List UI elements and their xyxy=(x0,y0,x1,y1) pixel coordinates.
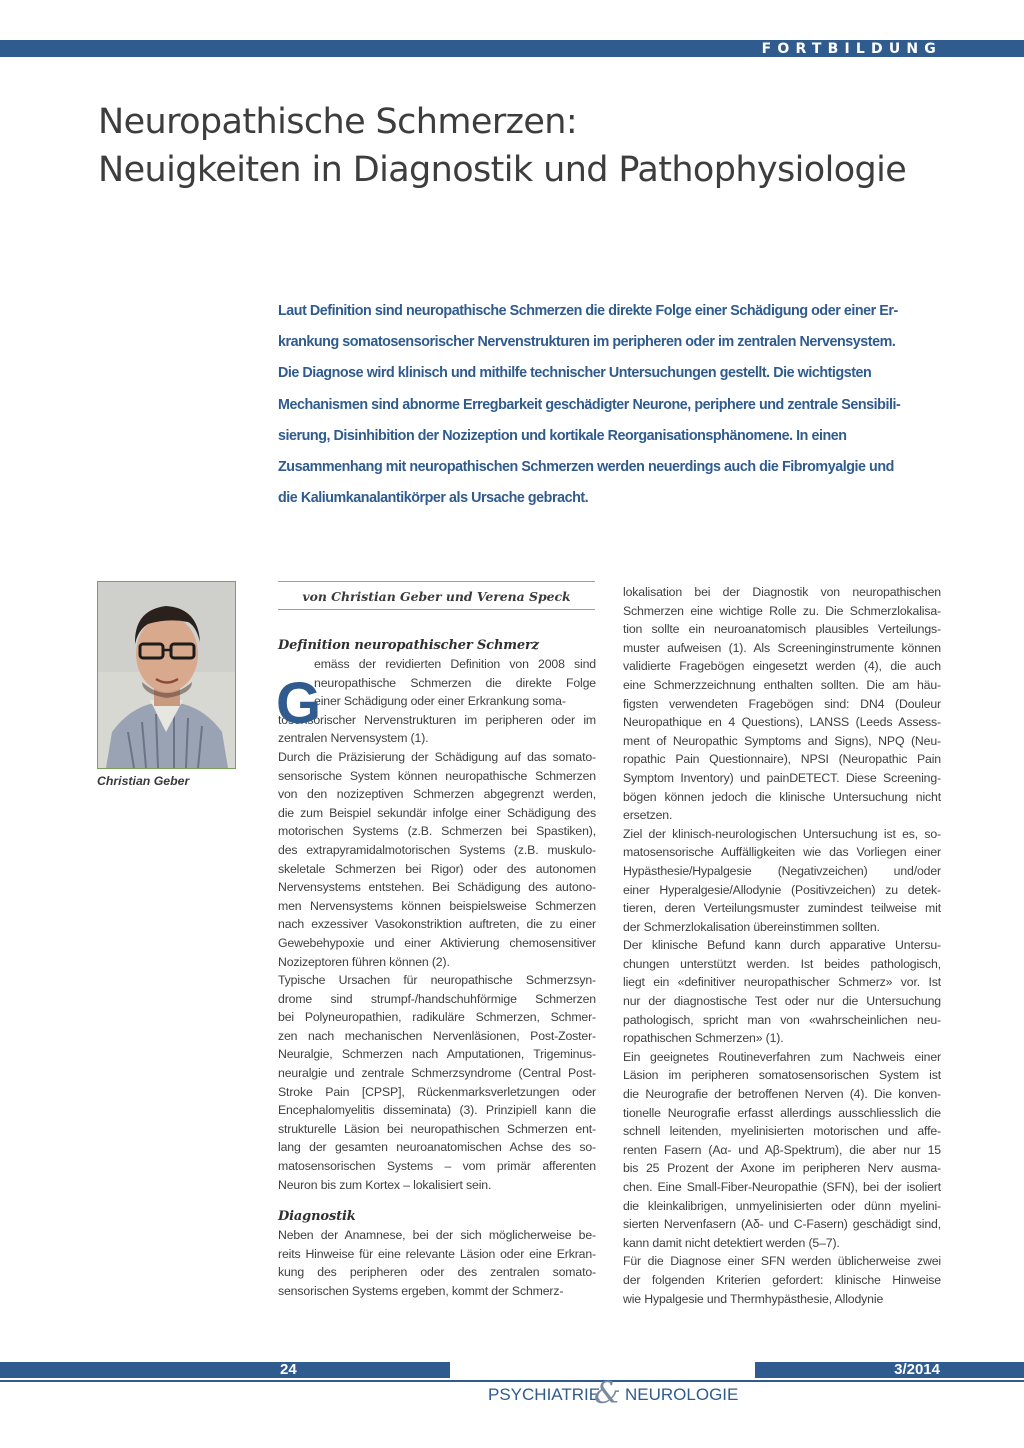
body-line: wie Hypalgesie und Thermhypästhesie, Allodynie xyxy=(623,1291,884,1306)
journal-name-left: PSYCHIATRIE xyxy=(488,1385,601,1404)
body-line: matosensorische Auffälligkeiten wie das Vorliegen einer xyxy=(623,845,941,860)
body-line: renten Fasern (Aα- und Aβ-Spektrum), die aber nur 15 xyxy=(623,1142,941,1157)
body-line: chungen unterstützt werden. Ist beides pathologisch, xyxy=(623,956,941,971)
body-line: muster aufweisen (1). Als Screeninginstrumente können xyxy=(623,640,941,655)
section-gap xyxy=(278,1194,596,1208)
column-1-body-2 xyxy=(278,1226,596,1300)
body-line: chen. Eine Small-Fiber-Neuropathie (SFN), bei der isoliert xyxy=(623,1180,941,1194)
text-column-2 xyxy=(623,583,941,1308)
section-heading-definition: Definition neuropathischer Schmerz xyxy=(278,638,539,653)
body-line: strukturelle Läsion bei neuropathischen Schmerzen ent- xyxy=(278,1121,596,1136)
article-title xyxy=(98,98,958,194)
drop-cap: G xyxy=(276,671,321,736)
intro-line: neuropathische Schmerzen die direkte Folge xyxy=(314,675,596,690)
body-line: Neuropathique en 4 Questions), LANSS (Leeds Assess- xyxy=(623,715,941,730)
body-line: drome sind strumpf-/handschuhförmige Schmerzen xyxy=(278,991,596,1006)
title-line-1: Neuropathische Schmerzen: xyxy=(98,102,578,142)
body-line: validierte Fragebögen eingesetzt werden (4), die auch xyxy=(623,659,941,674)
page-number: 24 xyxy=(280,1361,297,1378)
body-line: zentralen Nervensystem (1). xyxy=(278,731,429,746)
body-line: tosensorischer Nervenstrukturen im peripheren oder im xyxy=(278,712,596,727)
body-line: Durch die Präzisierung der Schädigung auf das somato- xyxy=(278,749,596,764)
body-line: tion sollte ein neuroanatomisch plausibles Verteilungs- xyxy=(623,622,941,637)
body-line: Neben der Anamnese, bei der sich möglicherweise be- xyxy=(278,1228,596,1243)
body-line: die zum Beispiel sekundär infolge einer Schädigung des xyxy=(278,805,596,820)
top-banner xyxy=(0,40,1024,57)
body-line: liegt ein «definitiver neuropathischer Schmerz» vor. Ist xyxy=(623,975,941,990)
body-line: kung des peripheren oder des zentralen somato- xyxy=(278,1265,596,1280)
footer-rule xyxy=(0,1380,1024,1382)
body-line: lang der gesamten neuroanatomischen Achse des so- xyxy=(278,1140,596,1155)
body-line: Encephalomyelitis disseminata) (3). Prinzipiell kann die xyxy=(278,1103,596,1118)
body-line: figsten verwendeten Fragebögen sind: DN4 (Douleur xyxy=(623,696,941,711)
body-line: lokalisation bei der Diagnostik von neuropathischen xyxy=(623,585,941,599)
abstract-line: die Kaliumkanalantikörper als Ursache gebracht. xyxy=(278,490,589,507)
issue-number: 3/2014 xyxy=(894,1361,940,1378)
body-line: Neuralgie, Schmerzen nach Amputationen, Trigeminus- xyxy=(278,1047,596,1062)
abstract-line: sierung, Disinhibition der Nozizeption und kortikale Reorganisationsphänomene. In einen xyxy=(278,427,847,444)
section-heading-diagnostik: Diagnostik xyxy=(278,1209,356,1225)
body-line: von den nozizeptiven Schmerzen abgegrenzt werden, xyxy=(278,787,596,802)
body-line: reits Hinweise für eine relevante Läsion oder eine Erkran- xyxy=(278,1246,596,1261)
body-line: bis 25 Prozent der Axone im peripheren Nerv ausma- xyxy=(623,1161,941,1176)
abstract-line: Zusammenhang mit neuropathischen Schmerzen werden neuerdings auch die Fibromyalgie und xyxy=(278,459,894,476)
body-line: nur der diagnostische Test oder nur die Untersuchung xyxy=(623,994,941,1009)
byline-top-rule xyxy=(278,581,595,582)
body-line: Der klinische Befund kann durch apparative Untersu- xyxy=(623,938,941,953)
body-line: zen nach mechanischen Nervenläsionen, Post-Zoster- xyxy=(278,1028,596,1043)
body-line: sierten Nervenfasern (Aδ- und C-Fasern) geschädigt sind, xyxy=(623,1217,941,1232)
byline-bottom-rule xyxy=(278,609,595,610)
journal-ampersand: & xyxy=(594,1376,621,1411)
body-line: Hypästhesie/Hypalgesie (Negativzeichen) und/oder xyxy=(623,863,941,878)
body-line: die kleinkalibrigen, unmyelinisierten oder dünn myelini- xyxy=(623,1198,941,1213)
body-line: der folgenden Kriterien gefordert: klinische Hinweise xyxy=(623,1272,941,1287)
body-line: ropathischen Schmerzen» (1). xyxy=(623,1031,784,1046)
author-portrait-image xyxy=(98,582,235,768)
body-line: sensorischen Systems ergeben, kommt der Schmerz- xyxy=(278,1284,564,1298)
body-line: Läsion im peripheren somatosensorischen System ist xyxy=(623,1068,941,1083)
body-line: eine Schmerzzeichnung enthalten sollten. Die am häu- xyxy=(623,677,941,692)
body-line: kann damit nicht detektiert werden (5–7). xyxy=(623,1235,840,1250)
abstract-line: krankung somatosensorischer Nervenstrukturen im peripheren oder im zentralen Nervensystem. xyxy=(278,334,896,351)
body-line: Ein geeignetes Routineverfahren zum Nachweis einer xyxy=(623,1049,941,1064)
body-line: schnell leitenden, myelinisierten motorischen und affe- xyxy=(623,1124,941,1139)
body-line: ropathic Pain Questionnaire), NPSI (Neuropathic Pain xyxy=(623,752,941,767)
body-line: men Nervensystems können beispielsweise Schmerzen xyxy=(278,898,596,913)
body-line: motorischen Systems (z.B. Schmerzen bei Spastiken), xyxy=(278,824,596,839)
body-line: matosensorischen Systems – vom primär afferenten xyxy=(278,1159,596,1174)
author-byline: von Christian Geber und Verena Speck xyxy=(302,589,571,604)
body-line: ment of Neuropathic Symptoms and Signs), NPQ (Neu- xyxy=(623,733,941,748)
body-line: Ziel der klinisch-neurologischen Untersuchung ist es, so- xyxy=(623,826,941,841)
body-line: die Neurografie der betroffenen Nerven (4). Die konven- xyxy=(623,1087,941,1102)
body-line: Gewebehypoxie und einer Aktivierung chemosensitiver xyxy=(278,935,596,950)
body-line: neuralgie und zentrale Schmerzsyndrome (Central Post- xyxy=(278,1066,596,1081)
body-line: bei Polyneuropathien, radikuläre Schmerzen, Schmer- xyxy=(278,1010,596,1025)
body-line: tieren, deren Verteilungsmuster zumindest teilweise mit xyxy=(623,901,941,916)
intro-line: emäss der revidierten Definition von 2008 sind xyxy=(314,657,596,671)
author-photo xyxy=(97,581,236,769)
abstract-line: Mechanismen sind abnorme Erregbarkeit geschädigter Neurone, periphere und zentrale Sensibili- xyxy=(278,396,901,413)
title-line-2: Neuigkeiten in Diagnostik und Pathophysiologie xyxy=(98,150,907,190)
journal-name-right: NEUROLOGIE xyxy=(625,1385,739,1404)
body-line: einer Hyperalgesie/Allodynie (Positivzeichen) zu detek- xyxy=(623,882,941,897)
body-line: Nozizeptoren führen können (2). xyxy=(278,954,450,969)
body-line: Typische Ursachen für neuropathische Schmerzsyn- xyxy=(278,973,596,988)
body-line: ersetzen. xyxy=(623,808,673,823)
body-line: Symptom Inventory) und painDETECT. Diese Screening- xyxy=(623,770,941,785)
body-line: der Schmerzlokalisation übereinstimmen sollten. xyxy=(623,919,880,934)
intro-line: einer Schädigung oder einer Erkrankung soma- xyxy=(314,694,566,709)
section-label: FORTBILDUNG xyxy=(761,41,942,57)
abstract-line: Die Diagnose wird klinisch und mithilfe technischer Untersuchungen gestellt. Die wichtigsten xyxy=(278,365,872,382)
body-line: tionelle Neurografie erfasst allerdings ausschliesslich die xyxy=(623,1105,941,1120)
body-line: nach exzessiver Vasokonstriktion auftreten, die zu einer xyxy=(278,917,596,932)
text-column-1 xyxy=(278,637,596,1301)
body-line: pathologisch, spricht man von «wahrscheinlichen neu- xyxy=(623,1012,941,1027)
body-line: Stroke Pain [CPSP], Rückenmarksverletzungen oder xyxy=(278,1084,596,1099)
body-line: Nervensystems entstehen. Bei Schädigung des autono- xyxy=(278,880,596,895)
body-line: Für die Diagnose einer SFN werden üblicherweise zwei xyxy=(623,1254,941,1269)
body-line: Neuron bis zum Kortex – lokalisiert sein. xyxy=(278,1177,492,1192)
intro-lines xyxy=(278,655,596,711)
article-abstract xyxy=(278,296,938,514)
abstract-line: Laut Definition sind neuropathische Schmerzen die direkte Folge einer Schädigung oder einer Er- xyxy=(278,303,898,319)
body-line: sensorische System können neuropathische Schmerzen xyxy=(278,768,596,783)
body-line: bögen können jedoch die klinische Untersuchung nicht xyxy=(623,789,941,804)
body-line: skeletale Schmerzen bei Rigor) oder des autonomen xyxy=(278,861,596,876)
photo-caption: Christian Geber xyxy=(97,774,190,788)
body-line: Schmerzen eine wichtige Rolle zu. Die Schmerzlokalisa- xyxy=(623,603,941,618)
body-line: des extrapyramidalmotorischen Systems (z.B. muskulo- xyxy=(278,842,596,857)
column-1-body xyxy=(278,711,596,1194)
